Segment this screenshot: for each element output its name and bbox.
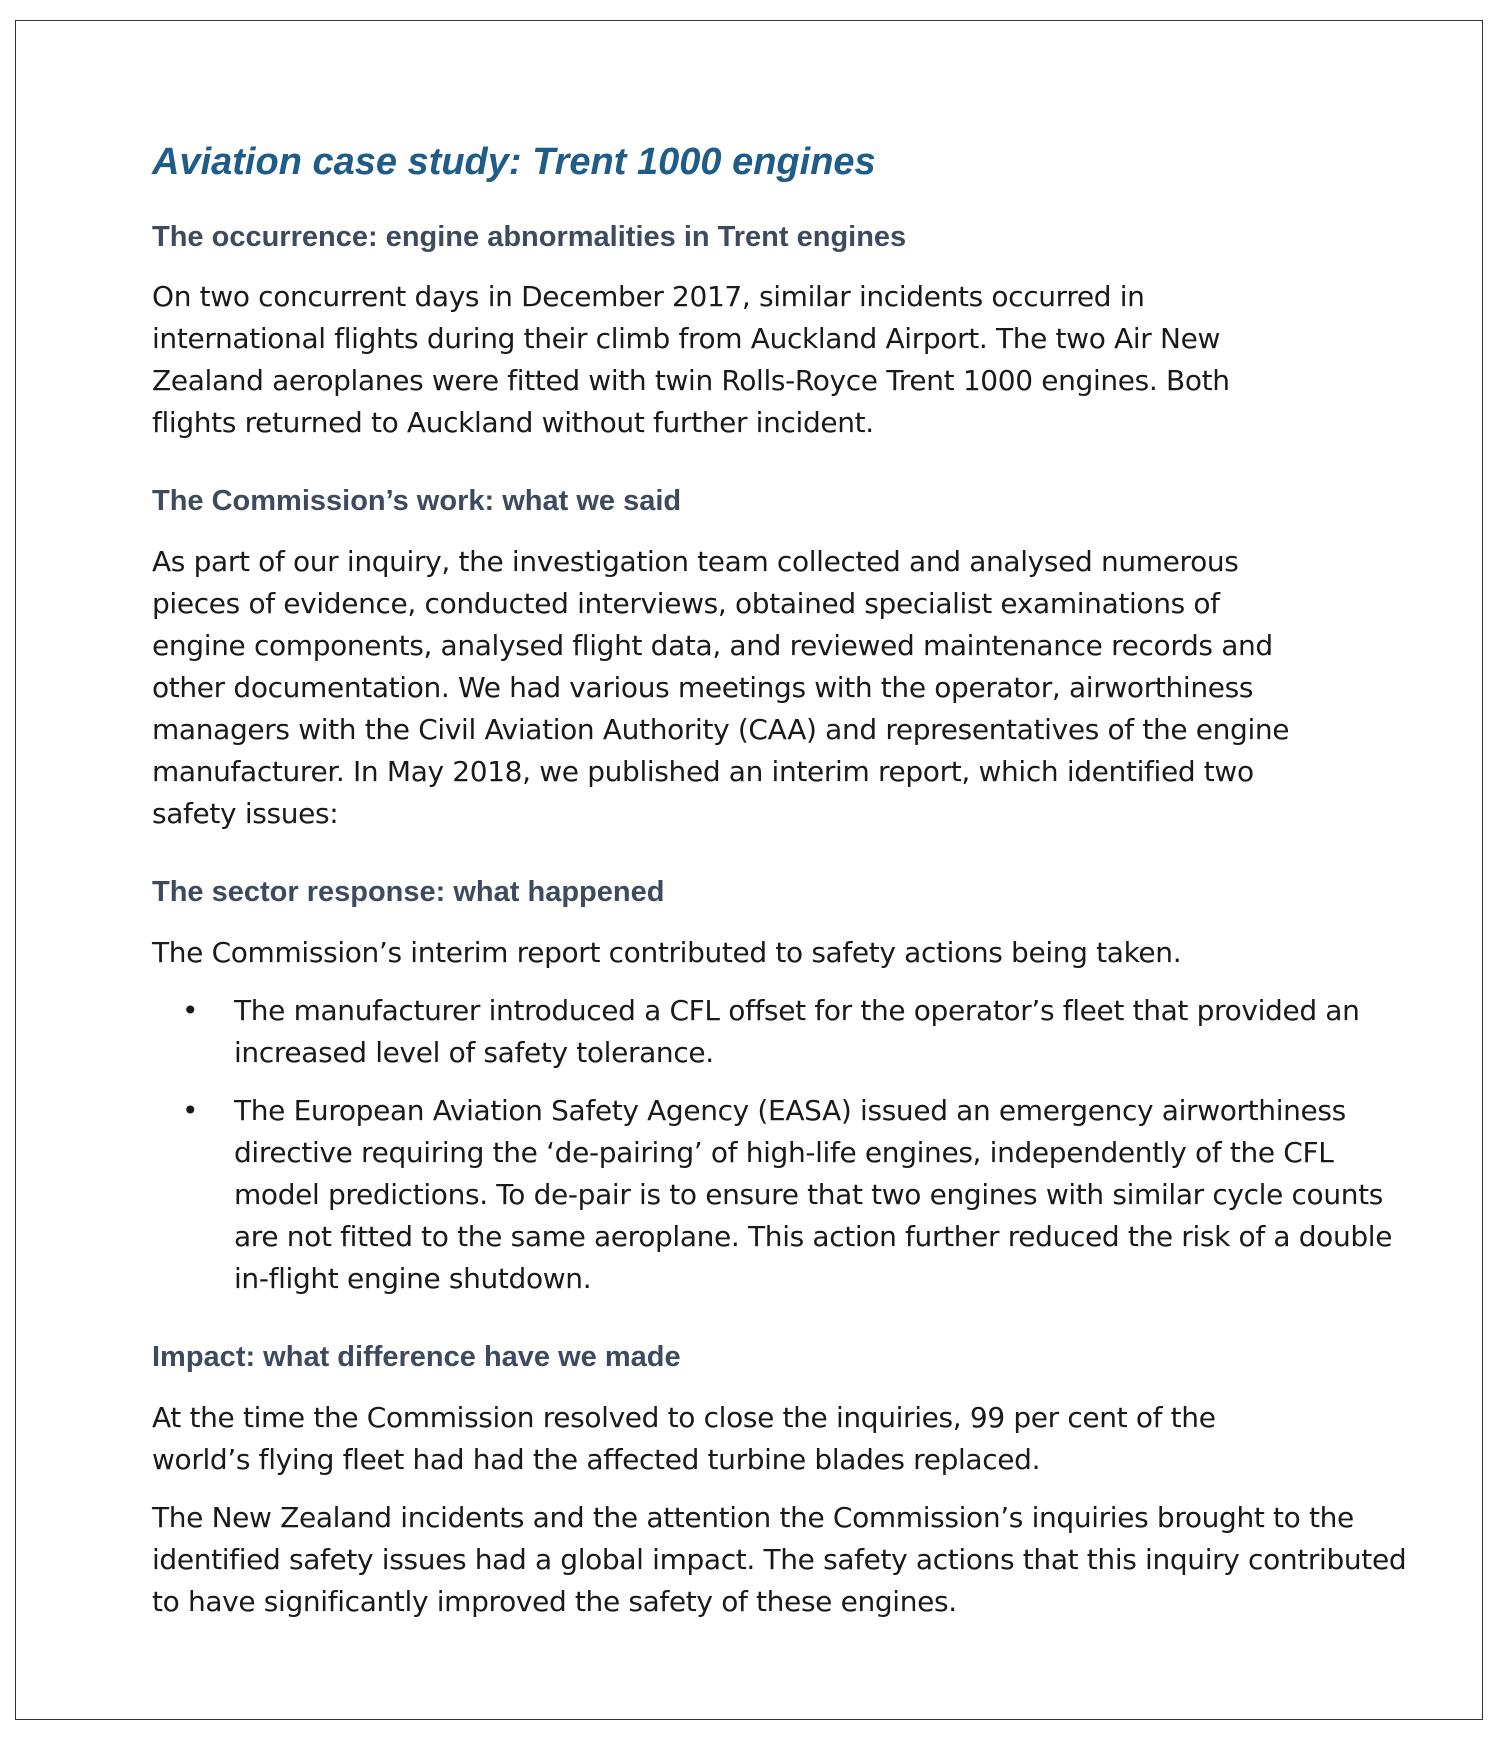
text-line: world’s flying fleet had had the affected turbine blades replaced. xyxy=(152,1442,1041,1476)
text-line: The New Zealand incidents and the attention the Commission’s inquiries brought to the xyxy=(152,1500,1354,1534)
sector-response-intro: The Commission’s interim report contributed to safety actions being taken. xyxy=(152,935,1182,969)
impact-paragraph-2 xyxy=(152,1497,1432,1623)
text-line: pieces of evidence, conducted interviews, obtained specialist examinations of xyxy=(152,587,1220,621)
text-line: in-flight engine shutdown. xyxy=(234,1261,592,1295)
text-line: manufacturer. In May 2018, we published an interim report, which identified two xyxy=(152,755,1254,789)
text-line: On two concurrent days in December 2017, similar incidents occurred in xyxy=(152,280,1145,314)
case-study-content xyxy=(152,140,1432,1663)
section-heading-commission-work: The Commission’s work: what we said xyxy=(152,485,682,518)
text-line: safety issues: xyxy=(152,797,339,831)
bullet-icon: • xyxy=(182,993,199,1027)
text-line: other documentation. We had various meetings with the operator, airworthiness xyxy=(152,671,1254,705)
text-line: international flights during their climb from Auckland Airport. The two Air New xyxy=(152,322,1221,356)
text-line: flights returned to Auckland without further incident. xyxy=(152,406,874,440)
list-item xyxy=(152,990,1432,1074)
occurrence-paragraph xyxy=(152,276,1432,444)
text-line: Zealand aeroplanes were fitted with twin Rolls-Royce Trent 1000 engines. Both xyxy=(152,364,1230,398)
list-item xyxy=(152,1090,1432,1300)
commission-work-paragraph xyxy=(152,541,1432,835)
text-line: model predictions. To de-pair is to ensure that two engines with similar cycle counts xyxy=(234,1177,1383,1211)
text-line: increased level of safety tolerance. xyxy=(234,1035,714,1069)
impact-paragraph-1 xyxy=(152,1397,1432,1481)
text-line: are not fitted to the same aeroplane. This action further reduced the risk of a double xyxy=(234,1219,1393,1253)
section-heading-impact: Impact: what difference have we made xyxy=(152,1340,681,1373)
text-line: identified safety issues had a global impact. The safety actions that this inquiry contributed xyxy=(152,1542,1407,1576)
bullet-icon: • xyxy=(182,1093,199,1127)
text-line: The manufacturer introduced a CFL offset for the operator’s fleet that provided an xyxy=(234,993,1360,1027)
safety-actions-list xyxy=(152,990,1432,1300)
text-line: As part of our inquiry, the investigation team collected and analysed numerous xyxy=(152,545,1239,579)
text-line: to have significantly improved the safety of these engines. xyxy=(152,1584,957,1618)
text-line: directive requiring the ‘de-pairing’ of high-life engines, independently of the CFL xyxy=(234,1135,1334,1169)
text-line: At the time the Commission resolved to close the inquiries, 99 per cent of the xyxy=(152,1400,1216,1434)
text-line: The European Aviation Safety Agency (EASA) issued an emergency airworthiness xyxy=(234,1093,1346,1127)
page-title: Aviation case study: Trent 1000 engines xyxy=(152,141,876,183)
text-line: managers with the Civil Aviation Authority (CAA) and representatives of the engine xyxy=(152,713,1290,747)
section-heading-sector-response: The sector response: what happened xyxy=(152,876,665,909)
text-line: engine components, analysed flight data, and reviewed maintenance records and xyxy=(152,629,1273,663)
section-heading-occurrence: The occurrence: engine abnormalities in Trent engines xyxy=(152,220,907,253)
